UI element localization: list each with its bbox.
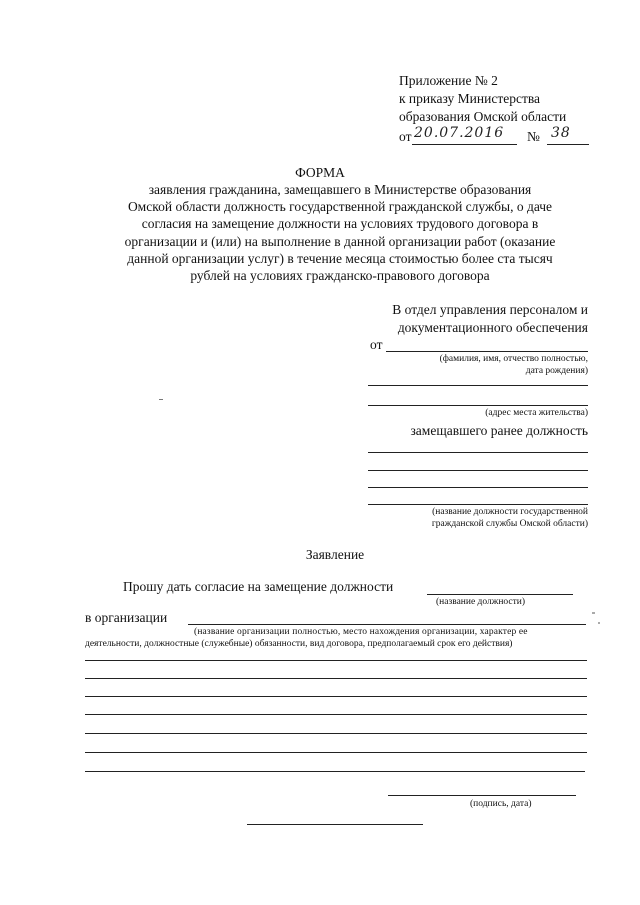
position-field-line-1[interactable]	[368, 452, 588, 453]
form-subtitle-line: организации и (или) на выполнение в данной организации работ (оказание	[124, 233, 556, 249]
appendix-number-handwritten: 38	[551, 125, 571, 141]
position-hint-1: (название должности государственной	[432, 507, 588, 517]
fio-hint-2: дата рождения)	[525, 366, 588, 376]
number-underline	[547, 144, 589, 145]
organization-field-line-1[interactable]	[188, 624, 586, 625]
fio-hint-1: (фамилия, имя, отчество полностью,	[439, 354, 588, 364]
requested-position-hint: (название должности)	[436, 597, 526, 607]
form-subtitle-line: Омской области должность государственной гражданской службы, о даче	[127, 199, 553, 215]
position-field-line-3[interactable]	[368, 487, 588, 488]
details-line[interactable]	[85, 771, 585, 772]
details-line[interactable]	[85, 733, 587, 734]
fio-field-line[interactable]	[386, 351, 588, 352]
form-subtitle-line: заявления гражданина, замещавшего в Министерстве образования	[148, 182, 532, 197]
appendix-ministry: образования Омской области	[399, 109, 567, 124]
position-field-line-2[interactable]	[368, 470, 588, 471]
details-line[interactable]	[85, 752, 587, 753]
signature-field[interactable]	[388, 795, 576, 796]
appendix-from-label: от	[399, 129, 412, 144]
form-subtitle-line: согласия на замещение должности на условиях трудового договора в	[141, 216, 539, 232]
addressee-line-1: В отдел управления персоналом и	[392, 302, 588, 317]
position-field-line-4[interactable]	[368, 504, 588, 505]
form-title: ФОРМА	[295, 165, 345, 180]
scan-speck	[159, 399, 163, 400]
details-line[interactable]	[85, 660, 587, 661]
former-position-label: замещавшего ранее должность	[410, 423, 588, 438]
details-line[interactable]	[85, 696, 587, 697]
organization-hint-1: (название организации полностью, место нахождения организации, характер ее	[194, 627, 528, 637]
addressee-from-label: от	[370, 337, 383, 352]
appendix-order: к приказу Министерства	[399, 91, 541, 106]
appendix-date-handwritten: 20.07.2016	[414, 125, 505, 141]
address-hint: (адрес места жительства)	[485, 408, 588, 418]
scan-speck	[592, 612, 595, 614]
addressee-line-2: документационного обеспечения	[397, 320, 588, 335]
form-subtitle-line: рублей на условиях гражданско-правового договора	[190, 268, 490, 284]
date-underline	[412, 144, 517, 145]
requested-position-field[interactable]	[427, 594, 573, 595]
statement-title: Заявление	[305, 547, 365, 562]
address-field-line-1[interactable]	[368, 385, 588, 386]
appendix-number-label: №	[527, 129, 540, 144]
form-subtitle-line: данной организации услуг) в течение месяца стоимостью более ста тысяч	[127, 250, 553, 266]
organization-hint-2: деятельности, должностные (служебные) обязанности, вид договора, предполагаемый срок его действия)	[85, 639, 513, 649]
form-subtitle	[100, 181, 580, 284]
scan-speck	[598, 622, 600, 624]
organization-label: в организации	[85, 610, 168, 625]
position-hint-2: гражданской службы Омской области)	[431, 519, 588, 529]
appendix-number: Приложение № 2	[399, 73, 498, 88]
request-text: Прошу дать согласие на замещение должности	[123, 579, 394, 594]
closing-divider	[247, 824, 423, 825]
details-line[interactable]	[85, 678, 587, 679]
address-field-line-2[interactable]	[368, 405, 588, 406]
signature-hint: (подпись, дата)	[470, 799, 532, 809]
details-line[interactable]	[85, 714, 587, 715]
